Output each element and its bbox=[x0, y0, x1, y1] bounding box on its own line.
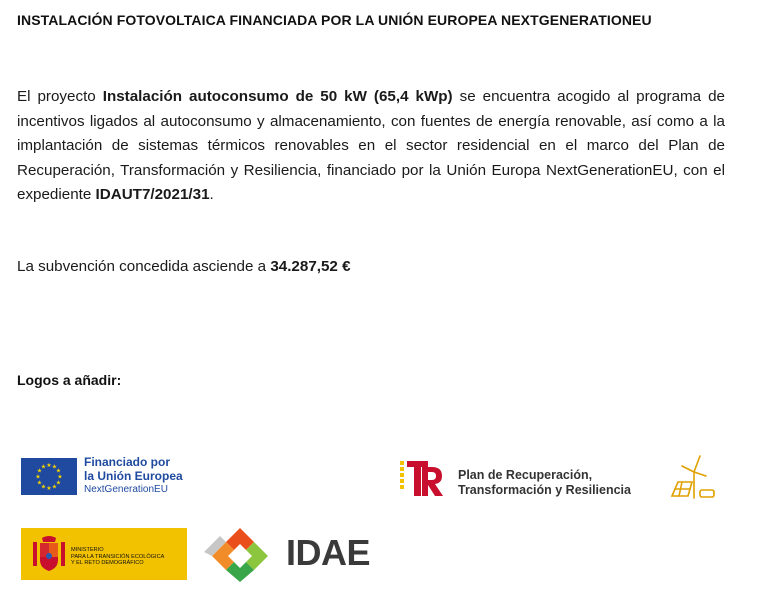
eu-line3: NextGenerationEU bbox=[84, 484, 168, 495]
svg-text:★: ★ bbox=[55, 467, 62, 475]
prtr-logo bbox=[398, 452, 728, 502]
svg-text:★: ★ bbox=[36, 479, 43, 487]
eu-line2: la Unión Europea bbox=[84, 468, 183, 483]
svg-text:★: ★ bbox=[46, 462, 52, 469]
paragraph-text: . bbox=[209, 186, 214, 203]
ministerio-line1: MINISTERIO bbox=[71, 547, 104, 553]
svg-text:★: ★ bbox=[57, 473, 63, 481]
svg-text:★: ★ bbox=[51, 483, 58, 491]
prtr-tr-icon bbox=[398, 456, 446, 498]
subvencion-line bbox=[17, 258, 351, 275]
svg-text:★: ★ bbox=[35, 473, 41, 481]
prtr-line2: Transformación y Resiliencia bbox=[458, 483, 631, 497]
eu-flag-icon bbox=[21, 458, 77, 495]
svg-text:★: ★ bbox=[51, 463, 58, 471]
idae-logo bbox=[200, 526, 370, 582]
ministerio-text bbox=[71, 547, 164, 567]
spain-coat-of-arms-icon bbox=[31, 534, 67, 574]
project-paragraph bbox=[17, 85, 725, 208]
ministerio-logo bbox=[21, 528, 187, 580]
eu-logo-text bbox=[84, 456, 183, 497]
paragraph-text: El proyecto bbox=[17, 88, 103, 105]
svg-text:★: ★ bbox=[46, 485, 52, 492]
svg-text:★: ★ bbox=[36, 467, 43, 475]
idae-wordmark: IDAE bbox=[286, 532, 371, 573]
eu-logo bbox=[21, 456, 191, 498]
subvencion-amount: 34.287,52 € bbox=[270, 258, 351, 275]
subvencion-label: La subvención concedida asciende a bbox=[17, 258, 271, 275]
solar-wind-icon bbox=[668, 452, 720, 502]
svg-text:★: ★ bbox=[55, 479, 62, 487]
project-name: Instalación autoconsumo de 50 kW (65,4 kWp) bbox=[102, 88, 453, 105]
prtr-line1: Plan de Recuperación, bbox=[458, 468, 593, 482]
svg-text:★: ★ bbox=[40, 463, 47, 471]
ministerio-line2: PARA LA TRANSICIÓN ECOLÓGICA bbox=[71, 553, 165, 560]
prtr-text bbox=[458, 468, 631, 498]
page-title: INSTALACIÓN FOTOVOLTAICA FINANCIADA POR LA UNIÓN EUROPEA NEXTGENERATIONEU bbox=[17, 12, 652, 28]
svg-text:★: ★ bbox=[40, 483, 47, 491]
eu-line1: Financiado por bbox=[84, 455, 171, 469]
ministerio-line3: Y EL RETO DEMOGRÁFICO bbox=[71, 560, 144, 567]
logos-heading: Logos a añadir: bbox=[17, 372, 122, 388]
paragraph-text: se encuentra acogido al programa de incentivos ligados al autoconsumo y almacenamiento, con fuentes de energía renovable, así como a la implantación de sistemas térmicos renovables en el sector residencial en el marco del Plan de Recuperación, Transformación y Resiliencia, financiado por la Unión Europa NextGenerationEU, con el expediente bbox=[17, 88, 725, 203]
idae-symbol-icon bbox=[200, 526, 280, 582]
expediente-number: IDAUT7/2021/31 bbox=[95, 186, 210, 203]
